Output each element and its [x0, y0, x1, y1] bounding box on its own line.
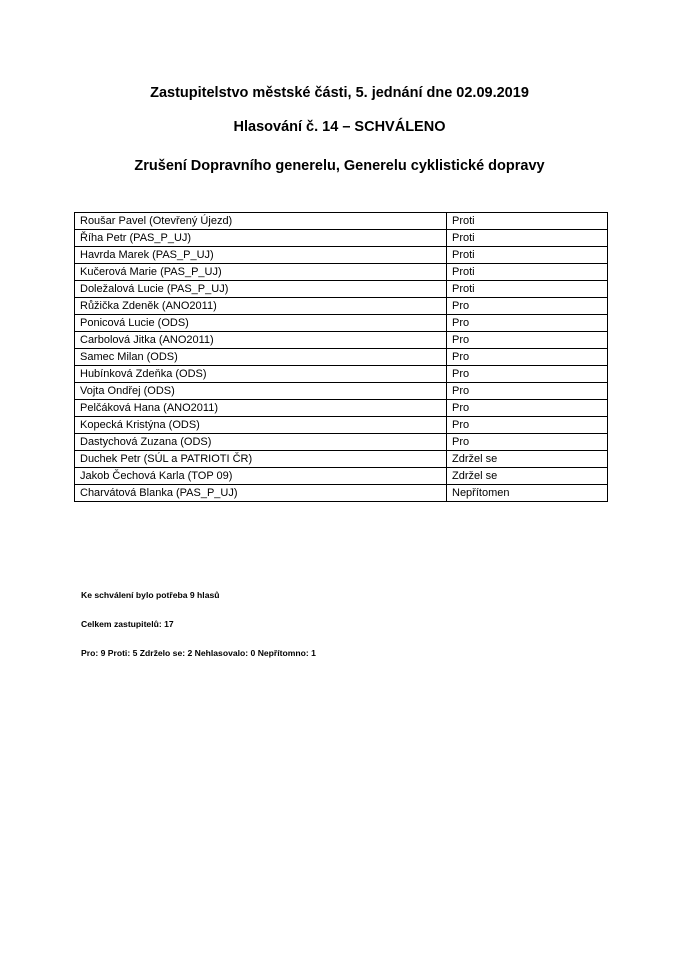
table-row: [75, 485, 608, 502]
member-name-cell: Hubínková Zdeňka (ODS): [75, 366, 447, 383]
table-row: [75, 468, 608, 485]
member-name-cell: Charvátová Blanka (PAS_P_UJ): [75, 485, 447, 502]
votes-needed: Ke schválení bylo potřeba 9 hlasů: [81, 590, 220, 600]
total-members: Celkem zastupitelů: 17: [81, 619, 174, 629]
votes-table: [74, 212, 608, 502]
table-row: [75, 434, 608, 451]
member-vote-cell: Zdržel se: [447, 451, 608, 468]
table-row: [75, 230, 608, 247]
votes-table-body: [75, 213, 608, 502]
member-name-cell: Říha Petr (PAS_P_UJ): [75, 230, 447, 247]
table-row: [75, 247, 608, 264]
member-name-cell: Růžička Zdeněk (ANO2011): [75, 298, 447, 315]
member-vote-cell: Pro: [447, 400, 608, 417]
member-name-cell: Doležalová Lucie (PAS_P_UJ): [75, 281, 447, 298]
member-name-cell: Duchek Petr (SÚL a PATRIOTI ČR): [75, 451, 447, 468]
member-vote-cell: Pro: [447, 298, 608, 315]
table-row: [75, 332, 608, 349]
member-vote-cell: Zdržel se: [447, 468, 608, 485]
vote-tally: Pro: 9 Proti: 5 Zdrželo se: 2 Nehlasovalo: 0 Nepřítomno: 1: [81, 648, 316, 658]
member-name-cell: Samec Milan (ODS): [75, 349, 447, 366]
member-name-cell: Vojta Ondřej (ODS): [75, 383, 447, 400]
member-name-cell: Roušar Pavel (Otevřený Újezd): [75, 213, 447, 230]
member-vote-cell: Pro: [447, 349, 608, 366]
member-name-cell: Pelčáková Hana (ANO2011): [75, 400, 447, 417]
table-row: [75, 417, 608, 434]
member-name-cell: Jakob Čechová Karla (TOP 09): [75, 468, 447, 485]
member-vote-cell: Pro: [447, 366, 608, 383]
member-vote-cell: Pro: [447, 315, 608, 332]
member-name-cell: Ponicová Lucie (ODS): [75, 315, 447, 332]
table-row: [75, 349, 608, 366]
table-row: [75, 213, 608, 230]
table-row: [75, 451, 608, 468]
member-vote-cell: Proti: [447, 213, 608, 230]
table-row: [75, 264, 608, 281]
vote-result-heading: Hlasování č. 14 – SCHVÁLENO: [233, 119, 446, 135]
table-row: [75, 400, 608, 417]
member-vote-cell: Pro: [447, 434, 608, 451]
member-name-cell: Carbolová Jitka (ANO2011): [75, 332, 447, 349]
member-vote-cell: Proti: [447, 247, 608, 264]
table-row: [75, 298, 608, 315]
member-vote-cell: Pro: [447, 417, 608, 434]
member-name-cell: Kopecká Kristýna (ODS): [75, 417, 447, 434]
table-row: [75, 383, 608, 400]
member-vote-cell: Proti: [447, 264, 608, 281]
member-name-cell: Kučerová Marie (PAS_P_UJ): [75, 264, 447, 281]
vote-topic-heading: Zrušení Dopravního generelu, Generelu cyklistické dopravy: [134, 158, 545, 174]
member-vote-cell: Pro: [447, 383, 608, 400]
member-name-cell: Havrda Marek (PAS_P_UJ): [75, 247, 447, 264]
member-vote-cell: Proti: [447, 230, 608, 247]
page-title: Zastupitelstvo městské části, 5. jednání dne 02.09.2019: [150, 85, 529, 101]
member-vote-cell: Pro: [447, 332, 608, 349]
table-row: [75, 315, 608, 332]
member-vote-cell: Proti: [447, 281, 608, 298]
member-name-cell: Dastychová Zuzana (ODS): [75, 434, 447, 451]
table-row: [75, 366, 608, 383]
member-vote-cell: Nepřítomen: [447, 485, 608, 502]
table-row: [75, 281, 608, 298]
